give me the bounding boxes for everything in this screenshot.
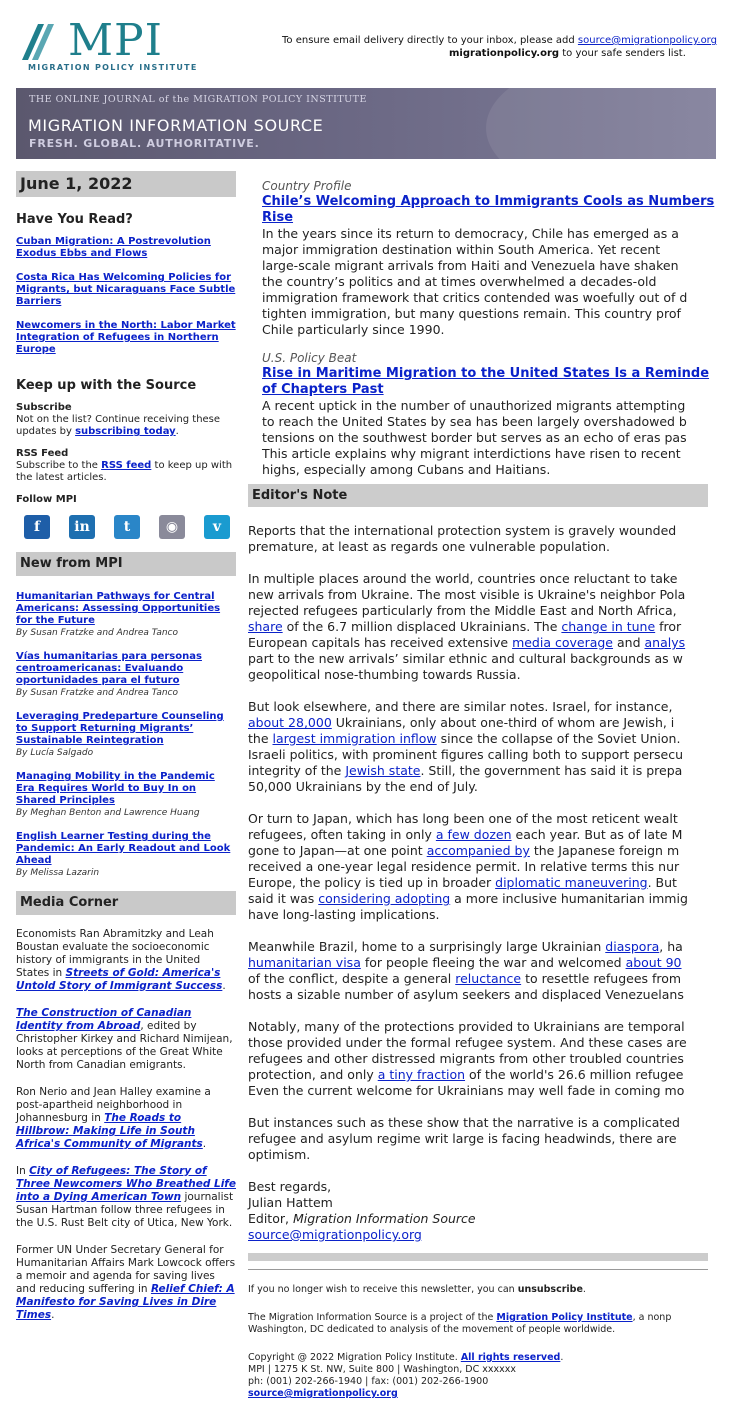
inline-link[interactable]: humanitarian visa — [248, 955, 361, 970]
summary-line: In the years since its return to democracy, Chile has emerged as a — [262, 226, 679, 241]
read-link[interactable]: Cuban Migration: A Postrevolution Exodus Ebbs and Flows — [16, 236, 211, 259]
article-summary — [262, 398, 708, 478]
inline-link[interactable]: Jewish state — [345, 763, 421, 778]
editor-paragraph — [248, 939, 708, 1003]
article-teaser — [248, 178, 715, 338]
banner-kicker: THE ONLINE JOURNAL of the MIGRATION POLICY INSTITUTE — [29, 94, 367, 105]
summary-line: tighten immigration, but many questions remain. This country prof — [262, 306, 681, 321]
publication-item — [16, 831, 236, 879]
subscribe-heading: Subscribe — [16, 402, 72, 413]
media-item — [16, 928, 236, 993]
media-text: . — [51, 1309, 55, 1321]
media-book-link[interactable]: The Construction of Canadian Identity from Abroad — [16, 1007, 192, 1032]
article-title-line: Rise in Maritime Migration to the United States Is a Reminde — [262, 366, 710, 381]
source-banner[interactable] — [16, 88, 716, 159]
inline-link[interactable]: share — [248, 619, 283, 634]
mpi-link[interactable]: Migration Policy Institute — [496, 1312, 633, 1323]
media-item — [16, 1086, 236, 1151]
footer-rule — [248, 1269, 708, 1270]
editor-paragraph — [248, 523, 708, 555]
text-run: to resettle refugees from — [521, 971, 682, 986]
article-title-line: of Chapters Past — [262, 382, 384, 397]
inline-link[interactable]: reluctance — [455, 971, 522, 986]
text-run: and — [613, 635, 645, 650]
text-run: . Still, the government has said it is prepa — [420, 763, 683, 778]
text-run: Even the current welcome for Ukrainians may well fade in coming mo — [248, 1083, 685, 1098]
article-summary — [262, 226, 708, 338]
vimeo-icon[interactable]: v — [204, 515, 230, 539]
media-item — [16, 1165, 236, 1230]
keep-up-heading: Keep up with the Source — [16, 378, 197, 393]
globe-graphic — [486, 58, 746, 198]
text-run: , ha — [659, 939, 683, 954]
text-run: Israeli politics, with prominent figures calling both to support persecu — [248, 747, 684, 762]
rss-text: Subscribe to the RSS feed to keep up with the latest articles. — [16, 460, 233, 483]
media-text: journalist Susan Hartman follow three refugees in the U.S. Rust Belt city of Utica, New York. — [16, 1191, 234, 1229]
read-link[interactable]: Costa Rica Has Welcoming Policies for Migrants, but Nicaraguans Face Subtle Barriers — [16, 272, 236, 307]
podcast-icon[interactable]: ◉ — [159, 515, 185, 539]
banner-tagline: FRESH. GLOBAL. AUTHORITATIVE. — [29, 137, 260, 150]
inline-link[interactable]: accompanied by — [426, 843, 530, 858]
text-run: fror — [655, 619, 682, 634]
editors-note-body — [248, 523, 708, 1163]
inline-link[interactable]: a few dozen — [435, 827, 512, 842]
article-title-line: Rise — [262, 210, 294, 225]
media-text: Former UN Under Secretary General for Humanitarian Affairs Mark Lowcock offers a memoir and agenda for saving lives and reducing suffering in — [16, 1244, 236, 1295]
publication-authors: By Lucía Salgado — [16, 748, 94, 758]
text-run: refugees, often taking in only — [248, 827, 436, 842]
media-text: . — [222, 980, 226, 992]
issue-date: June 1, 2022 — [16, 171, 236, 197]
editor-paragraph — [248, 571, 708, 683]
text-run: But look elsewhere, and there are similar notes. Israel, for instance, — [248, 699, 673, 714]
publication-item — [16, 771, 236, 819]
phone: ph: (001) 202-266-1940 | fax: (001) 202-266-1900 — [248, 1376, 489, 1387]
text-run: of the 6.7 million displaced Ukrainians. The — [282, 619, 562, 634]
summary-line: highs, especially among Cubans and Haitians. — [262, 462, 551, 477]
inline-link[interactable]: analys — [644, 635, 686, 650]
text-run: those provided under the formal refugee system. And these cases are — [248, 1035, 687, 1050]
publication-item — [16, 711, 236, 759]
text-run: new arrivals from Ukraine. The most visible is Ukraine's neighbor Pola — [248, 587, 686, 602]
delivery-notice: To ensure email delivery directly to your inbox, please add source@migrationpolicy.org migrationpolicy.org to your safe senders list. — [282, 35, 717, 59]
publication-authors: By Melissa Lazarin — [16, 868, 100, 878]
main-content — [248, 178, 715, 1416]
inline-link[interactable]: diplomatic maneuvering — [495, 875, 648, 890]
publication-authors: By Susan Fratzke and Andrea Tanco — [16, 628, 179, 638]
footer — [248, 1284, 708, 1400]
media-book-link[interactable]: Streets of Gold: America's Untold Story of Immigrant Success — [16, 967, 223, 992]
media-text: Ron Nerio and Jean Halley examine a post-apartheid neighborhood in Johannesburg in — [16, 1086, 211, 1124]
read-link[interactable]: Newcomers in the North: Labor Market Integration of Refugees in Northern Europe — [16, 320, 236, 355]
summary-line: This article explains why migrant interdictions have risen to recent — [262, 446, 681, 461]
media-book-link[interactable]: Relief Chief: A Manifesto for Saving Lives in Dire Times — [16, 1283, 235, 1321]
editor-name: Julian Hattem — [248, 1195, 333, 1210]
text-run: Ukrainians, only about one-third of whom are Jewish, i — [331, 715, 675, 730]
text-run: have long-lasting implications. — [248, 907, 440, 922]
article-title-line: Chile’s Welcoming Approach to Immigrants Cools as Numbers — [262, 194, 715, 209]
editor-paragraph — [248, 1115, 708, 1163]
text-run: a more inclusive humanitarian immig — [450, 891, 688, 906]
editor-email-link[interactable]: source@migrationpolicy.org — [248, 1227, 422, 1242]
article-category: U.S. Policy Beat — [262, 351, 357, 365]
have-you-read-list — [16, 236, 236, 356]
editors-note-heading: Editor's Note — [248, 484, 708, 507]
new-from-mpi-heading: New from MPI — [16, 552, 236, 576]
media-text: Economists Ran Abramitzky and Leah Boustan evaluate the socioeconomic history of immigrants in the United States in — [16, 928, 214, 979]
publication-authors: By Susan Fratzke and Andrea Tanco — [16, 688, 179, 698]
publication-link[interactable]: Vías humanitarias para personas centroamericanas: Evaluando oportunidades para el futuro — [16, 651, 202, 686]
media-book-link[interactable]: City of Refugees: The Story of Three Newcomers Who Breathed Life into a Dying American Town — [16, 1165, 236, 1203]
text-run: gone to Japan—at one point — [248, 843, 427, 858]
rss-heading: RSS Feed — [16, 448, 69, 459]
summary-line: the country’s politics and at times overwhelmed a decades-old — [262, 274, 657, 289]
text-run: for people fleeing the war and welcomed — [360, 955, 626, 970]
media-corner-list — [16, 928, 236, 1322]
rss-link[interactable]: RSS feed — [101, 460, 152, 471]
publication-link[interactable]: Managing Mobility in the Pandemic Era Requires World to Buy In on Shared Principles — [16, 771, 215, 806]
featured-articles — [248, 178, 715, 478]
inline-link[interactable]: a tiny fraction — [377, 1067, 466, 1082]
article-category: Country Profile — [262, 179, 352, 193]
text-run: But instances such as these show that the narrative is a complicated — [248, 1115, 680, 1130]
text-run: since the collapse of the Soviet Union. — [436, 731, 681, 746]
text-run: Europe, the policy is tied up in broader — [248, 875, 496, 890]
text-run: refugees and other distressed migrants from other troubled countries — [248, 1051, 684, 1066]
text-run: the — [248, 731, 273, 746]
subscribe-text: Not on the list? Continue receiving these updates by subscribing today. — [16, 414, 221, 437]
text-run: Or turn to Japan, which has long been one of the most reticent wealt — [248, 811, 678, 826]
inline-link[interactable]: about 28,000 — [248, 715, 332, 730]
have-you-read-heading: Have You Read? — [16, 212, 133, 227]
unsubscribe-link[interactable]: unsubscribe — [517, 1284, 583, 1295]
delivery-email-link[interactable]: source@migrationpolicy.org — [577, 35, 717, 46]
editor-paragraph — [248, 699, 708, 795]
publication-item — [16, 591, 236, 639]
mpi-logo[interactable]: MPI — [68, 15, 164, 66]
signoff: Best regards, — [248, 1179, 332, 1194]
summary-line: immigration framework that critics contended was woefully out of d — [262, 290, 688, 305]
unsubscribe-text: If you no longer wish to receive this newsletter, you can unsubscribe. — [248, 1284, 586, 1295]
text-run: part to the new arrivals’ similar ethnic and cultural backgrounds as w — [248, 651, 683, 666]
text-run: rejected refugees particularly from the Middle East and North Africa, — [248, 603, 677, 618]
text-run: Notably, many of the protections provided to Ukrainians are temporal — [248, 1019, 685, 1034]
publication-link[interactable]: English Learner Testing during the Pandemic: An Early Readout and Look Ahead — [16, 831, 231, 866]
summary-line: to reach the United States by sea has been largely overshadowed b — [262, 414, 687, 429]
social-links — [24, 515, 236, 539]
summary-line: large-scale migrant arrivals from Haiti and Venezuela have shaken — [262, 258, 679, 273]
publication-link[interactable]: Humanitarian Pathways for Central Americans: Assessing Opportunities for the Future — [16, 591, 221, 626]
text-run: premature, at least as regards one vulnerable population. — [248, 539, 611, 554]
media-item — [16, 1244, 236, 1322]
publication-authors: By Meghan Benton and Lawrence Huang — [16, 808, 200, 818]
media-text: , edited by Christopher Kirkey and Richard Nimijean, looks at perceptions of the Great White North from Canadian emigrants. — [16, 1020, 233, 1071]
text-run: integrity of the — [248, 763, 346, 778]
inline-link[interactable]: media coverage — [512, 635, 614, 650]
text-run: 50,000 Ukrainians by the end of July. — [248, 779, 478, 794]
text-run: each year. But as of late M — [511, 827, 683, 842]
publication-item — [16, 651, 236, 699]
summary-line: major immigration destination within South America. Yet recent — [262, 242, 661, 257]
new-from-mpi-list — [16, 591, 236, 879]
editor-paragraph — [248, 811, 708, 923]
footer-divider — [248, 1253, 708, 1261]
summary-line: A recent uptick in the number of unauthorized migrants attempting — [262, 398, 686, 413]
facebook-icon[interactable]: f — [24, 515, 50, 539]
summary-line: Chile particularly since 1990. — [262, 322, 445, 337]
follow-heading: Follow MPI — [16, 494, 77, 505]
media-item — [16, 1007, 236, 1072]
text-run: optimism. — [248, 1147, 311, 1162]
editor-role: Editor, Migration Information Source — [248, 1211, 476, 1226]
rights-link[interactable]: All rights reserved — [460, 1352, 561, 1363]
inline-link[interactable]: about 90 — [625, 955, 682, 970]
text-run: received a one-year legal residence permit. In relative terms this nur — [248, 859, 680, 874]
copyright-block: Copyright @ 2022 Migration Policy Institute. All rights reserved. MPI | 1275 K St. NW, Suite 800 | Washington, DC xxxxxx ph: (001) 202-266-1940 | fax: (001) 202-266-1900 source@migrationpolicy.org — [248, 1352, 564, 1399]
subscribe-link[interactable]: subscribing today — [75, 426, 176, 437]
signature — [248, 1179, 708, 1243]
media-corner-heading: Media Corner — [16, 891, 236, 915]
text-run: Meanwhile Brazil, home to a surprisingly large Ukrainian — [248, 939, 606, 954]
text-run: European capitals has received extensive — [248, 635, 513, 650]
summary-line: tensions on the southwest border but serves as an echo of eras pas — [262, 430, 687, 445]
text-run: said it was — [248, 891, 319, 906]
media-book-link[interactable]: The Roads to Hillbrow: Making Life in South Africa's Community of Migrants — [16, 1112, 203, 1150]
text-run: of the world's 26.6 million refugee — [465, 1067, 684, 1082]
mpi-logo-subtitle: MIGRATION POLICY INSTITUTE — [28, 63, 198, 72]
inline-link[interactable]: considering adopting — [318, 891, 451, 906]
twitter-icon[interactable]: t — [114, 515, 140, 539]
mpi-logo-mark — [18, 22, 66, 62]
banner-title: MIGRATION INFORMATION SOURCE — [28, 116, 324, 135]
publication-link[interactable]: Leveraging Predeparture Counseling to Support Returning Migrants’ Sustainable Reintegration — [16, 711, 224, 746]
text-run: hosts a sizable number of asylum seekers and displaced Venezuelans — [248, 987, 684, 1002]
media-text: . — [202, 1138, 207, 1150]
article-title-link[interactable] — [262, 366, 722, 398]
sidebar — [16, 171, 236, 1336]
article-title-link[interactable] — [262, 194, 722, 226]
text-run: protection, and only — [248, 1067, 378, 1082]
about-text: The Migration Information Source is a project of the Migration Policy Institute, a nonp Washington, DC dedicated to analysis of the movement of people worldwide. — [248, 1312, 672, 1335]
inline-link[interactable]: diaspora — [605, 939, 660, 954]
inline-link[interactable]: change in tune — [561, 619, 656, 634]
address: MPI | 1275 K St. NW, Suite 800 | Washington, DC xxxxxx — [248, 1364, 516, 1375]
text-run: geopolitical nose-thumbing towards Russia. — [248, 667, 521, 682]
media-text: In — [16, 1165, 30, 1177]
text-run: the Japanese foreign m — [529, 843, 680, 858]
text-run: refugee and asylum regime writ large is facing headwinds, there are — [248, 1131, 677, 1146]
inline-link[interactable]: largest immigration inflow — [272, 731, 437, 746]
footer-email-link[interactable]: source@migrationpolicy.org — [248, 1388, 398, 1399]
editor-paragraph — [248, 1019, 708, 1099]
text-run: Reports that the international protection system is gravely wounded — [248, 523, 677, 538]
text-run: . But — [647, 875, 677, 890]
article-teaser — [248, 350, 708, 478]
text-run: In multiple places around the world, countries once reluctant to take — [248, 571, 678, 586]
linkedin-icon[interactable]: in — [69, 515, 95, 539]
text-run: of the conflict, despite a general — [248, 971, 456, 986]
